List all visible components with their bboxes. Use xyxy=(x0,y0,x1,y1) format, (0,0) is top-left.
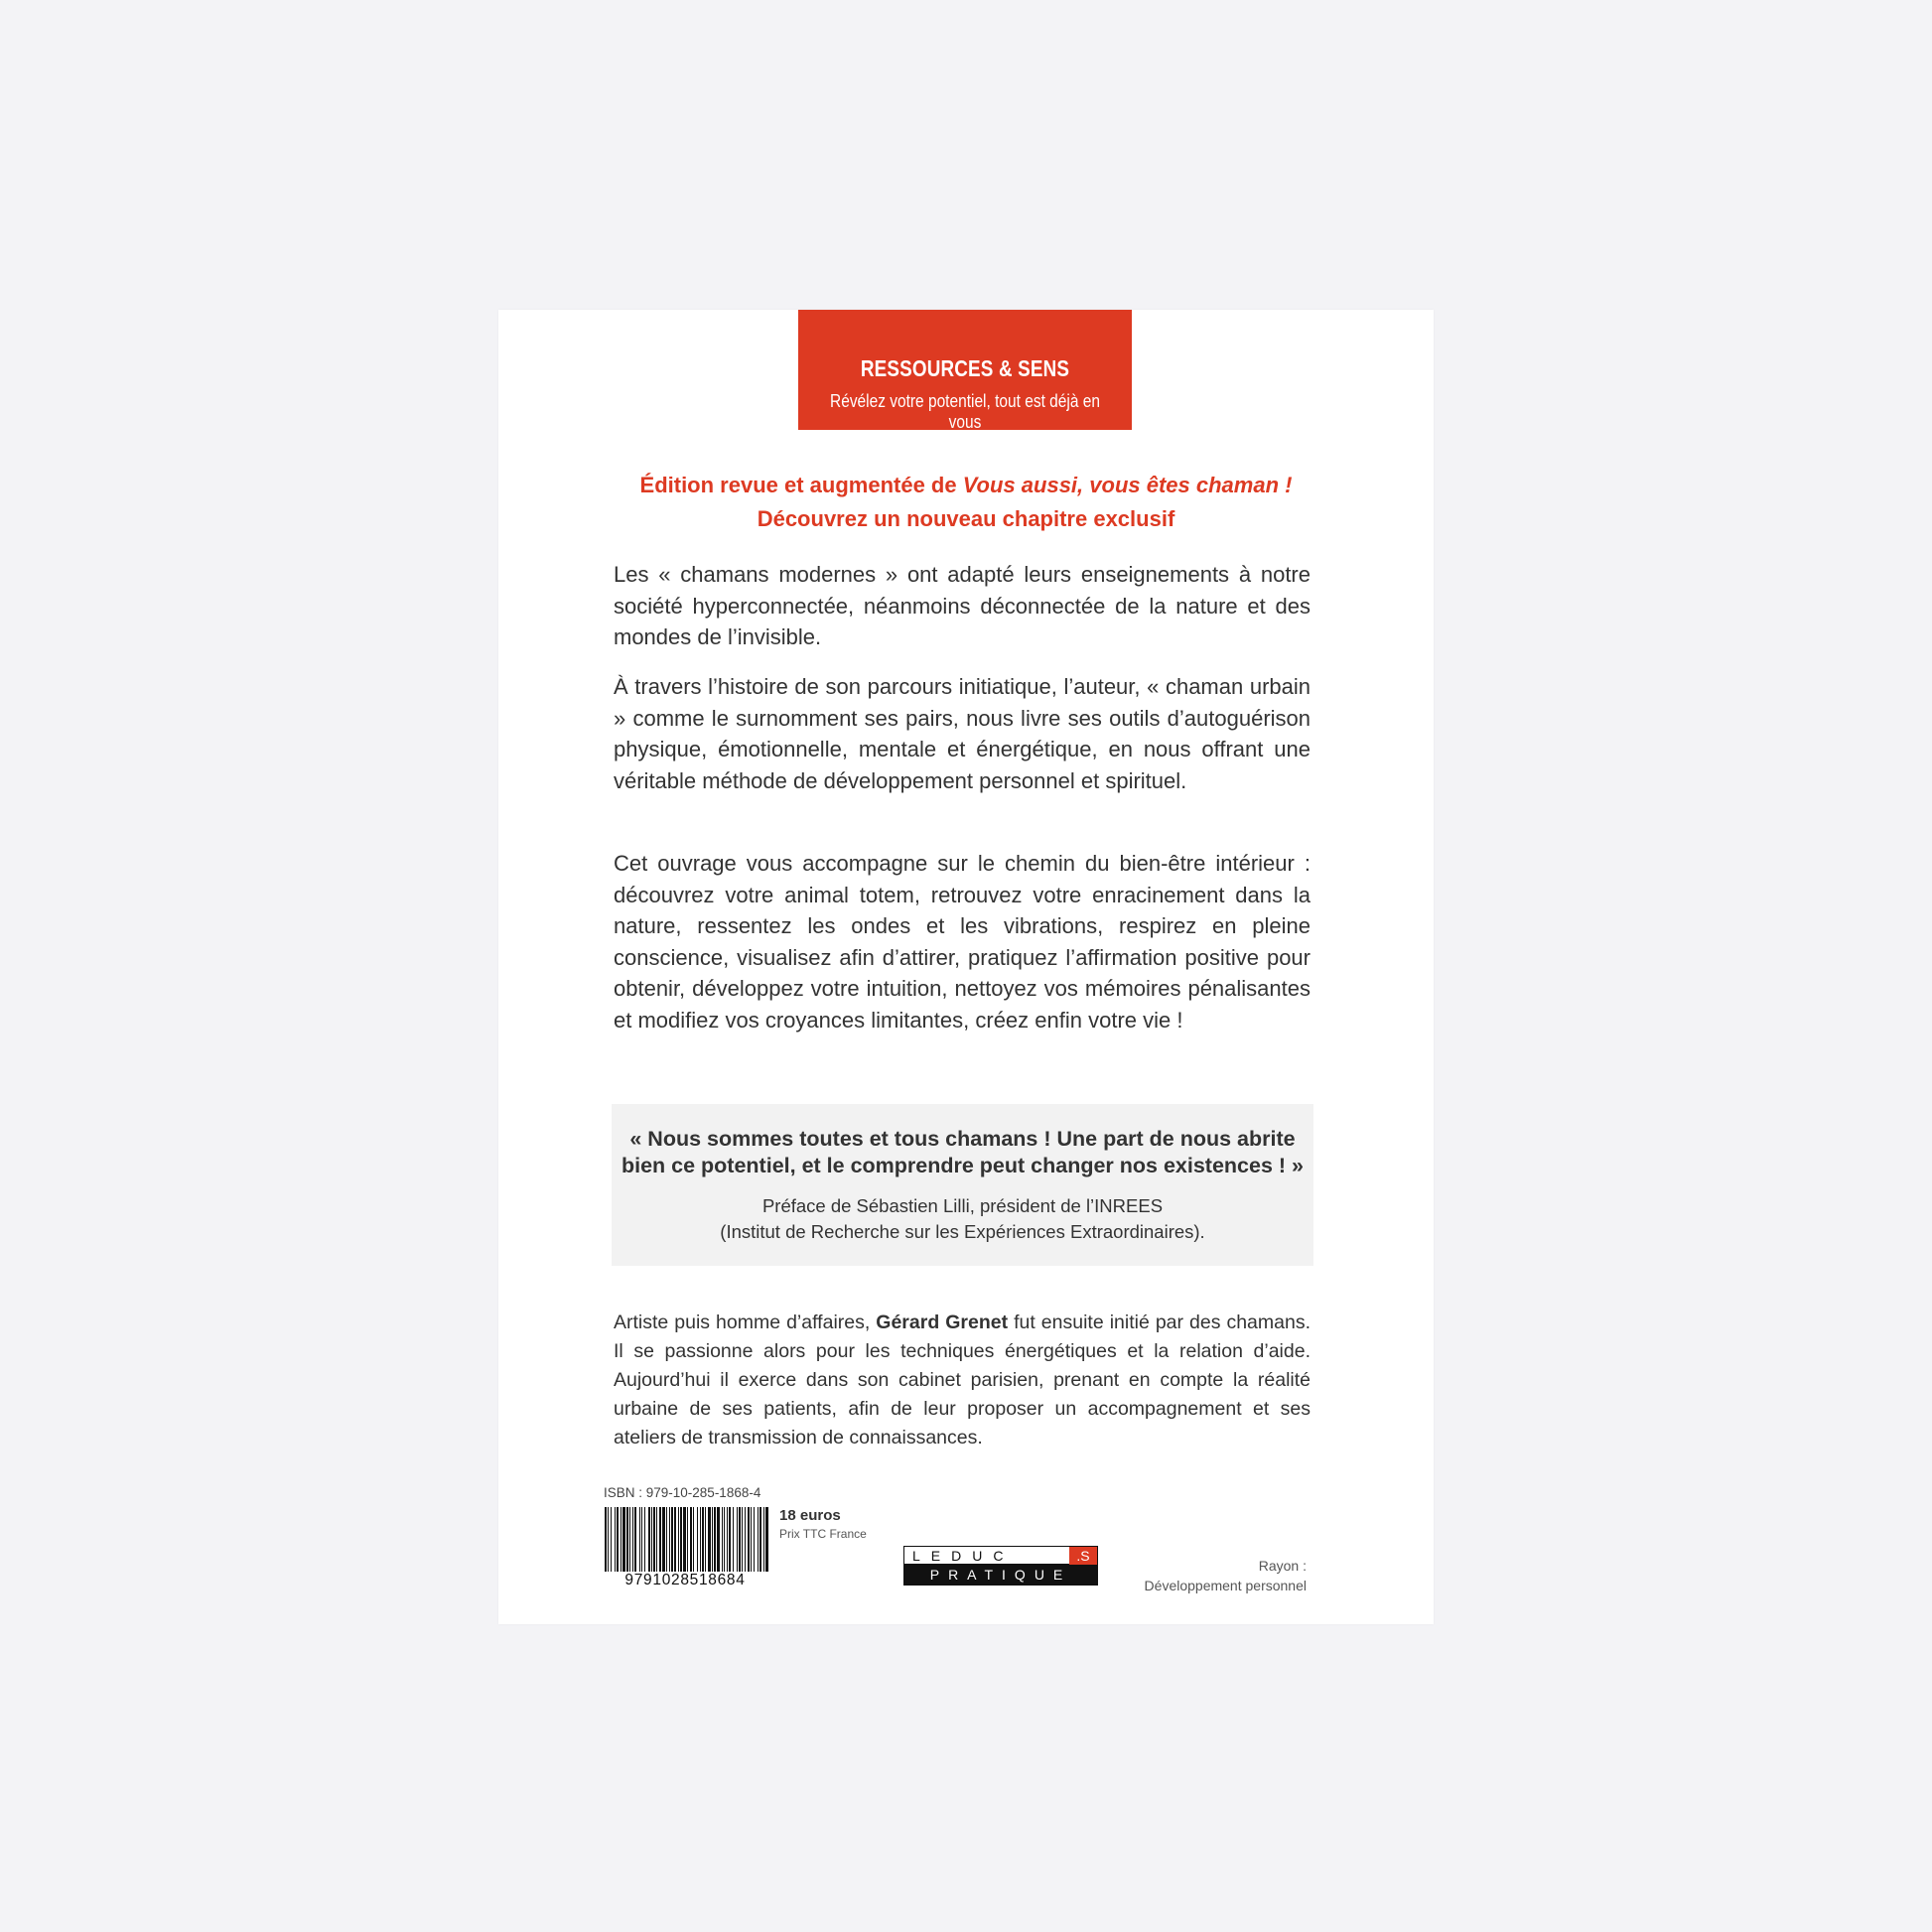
price-note: Prix TTC France xyxy=(779,1527,867,1541)
book-back-cover xyxy=(498,310,1434,1624)
publisher-collection: PRATIQUE xyxy=(903,1565,1098,1586)
author-name: Gérard Grenet xyxy=(876,1311,1009,1333)
shelf-label: Rayon : xyxy=(1258,1558,1307,1574)
quote-line-1: « Nous sommes toutes et tous chamans ! Une part de nous abrite xyxy=(629,1127,1296,1151)
publisher-s: .S xyxy=(1069,1547,1097,1566)
quote-credit-line-2: (Institut de Recherche sur les Expériences Extraordinaires). xyxy=(720,1221,1205,1242)
barcode-number: 9791028518684 xyxy=(598,1572,772,1589)
series-subtitle: Révélez votre potentiel, tout est déjà en vous xyxy=(830,391,1100,432)
shelf-value: Développement personnel xyxy=(1144,1578,1307,1593)
edition-previous-title: Vous aussi, vous êtes chaman ! xyxy=(962,473,1293,497)
price: 18 euros xyxy=(779,1507,841,1524)
description-paragraph-2: À travers l’histoire de son parcours initiatique, l’auteur, « chaman urbain » comme le surnomment ses pairs, nous livre ses outils d’autoguérison physique, émotionnelle, mentale et énergétique, en nous offrant une véritable méthode de développement personnel et spirituel. xyxy=(614,674,1311,793)
edition-prefix: Édition revue et augmentée de xyxy=(639,473,963,497)
publisher-logo-top xyxy=(903,1546,1098,1565)
edition-note xyxy=(558,469,1374,536)
bio-after: fut ensuite initié par des chamans. Il se passionne alors pour les techniques énergétiques et la relation d’aide. Aujourd’hui il exerce dans son cabinet parisien, prenant en compte la réalité urbaine de ses patients, afin de leur proposer un accompagnement et ses ateliers de transmission de connaissances. xyxy=(614,1311,1311,1449)
series-title: RESSOURCES & SENS xyxy=(860,355,1070,381)
isbn: ISBN : 979-10-285-1868-4 xyxy=(604,1485,761,1500)
series-banner xyxy=(798,310,1132,430)
author-bio xyxy=(614,1309,1311,1452)
quote-text xyxy=(612,1126,1313,1179)
quote-box xyxy=(612,1104,1313,1266)
bio-before: Artiste puis homme d’affaires, xyxy=(614,1311,877,1333)
quote-line-2: bien ce potentiel, et le comprendre peut changer nos existences ! » xyxy=(621,1154,1304,1177)
publisher-name: LEDUC xyxy=(912,1548,1015,1564)
edition-new-chapter: Découvrez un nouveau chapitre exclusif xyxy=(757,506,1175,531)
shelf-section xyxy=(1145,1556,1307,1595)
description-paragraph-1: Les « chamans modernes » ont adapté leurs enseignements à notre société hyperconnectée, néanmoins déconnectée de la nature et des mondes de l’invisible. xyxy=(614,562,1311,649)
description-paragraph-3: Cet ouvrage vous accompagne sur le chemin du bien-être intérieur : découvrez votre animal totem, retrouvez votre enracinement dans la nature, ressentez les ondes et les vibrations, respirez en pleine conscience, visualisez afin d’attirer, pratiquez l’affirmation positive pour obtenir, développez votre intuition, nettoyez vos mémoires pénalisantes et modifiez vos croyances limitantes, créez enfin votre vie ! xyxy=(614,851,1311,1033)
quote-credit xyxy=(612,1193,1313,1245)
publisher-logo xyxy=(903,1546,1098,1586)
quote-credit-line-1: Préface de Sébastien Lilli, président de l’INREES xyxy=(761,1195,1164,1216)
